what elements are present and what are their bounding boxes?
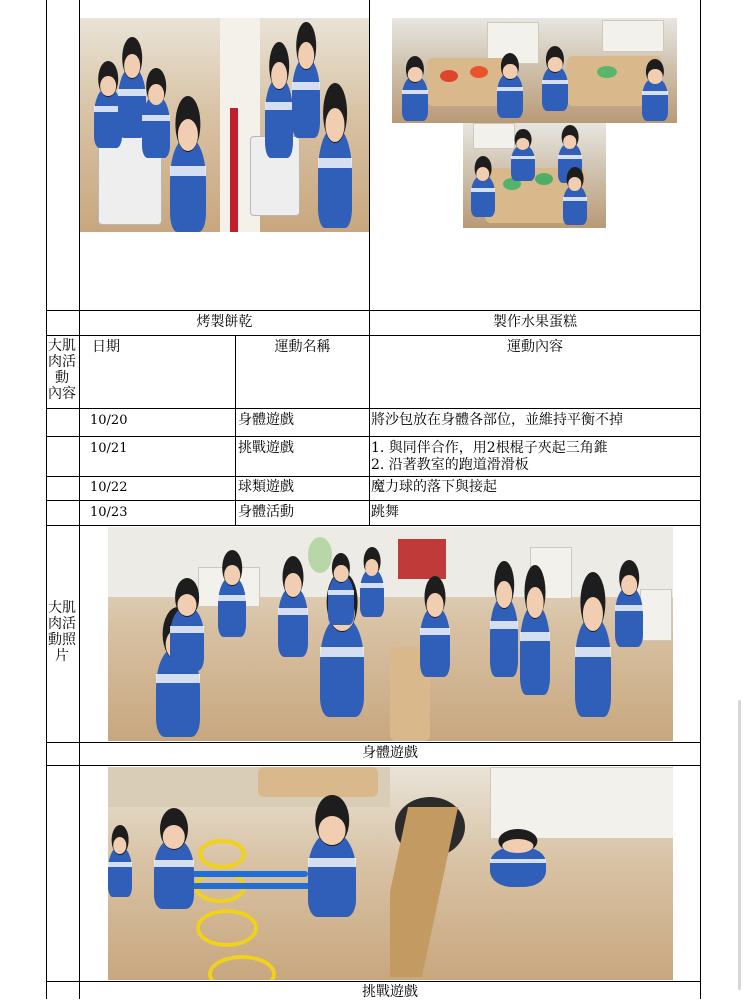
row-activity-name: 身體遊戲 (238, 412, 294, 428)
caption-baking-cookies: 烤製餅乾 (196, 314, 253, 330)
scrollbar[interactable] (738, 700, 741, 990)
row-activity-name: 挑戰遊戲 (238, 440, 294, 456)
photo-body-game-1 (108, 527, 390, 741)
table-rule (46, 981, 700, 982)
row-activity-name: 球類遊戲 (238, 479, 294, 495)
row-activity-content: 跳舞 (371, 504, 399, 520)
table-rule (46, 335, 700, 336)
caption-challenge-game: 挑戰遊戲 (362, 984, 418, 1000)
row-date: 10/20 (90, 413, 128, 428)
table-rule (46, 0, 47, 999)
row-activity-content: 魔力球的落下與接起 (371, 479, 497, 495)
header-activity-content: 運動內容 (507, 339, 563, 355)
header-activity-name: 運動名稱 (274, 339, 331, 355)
row-activity-content: 1. 與同伴合作，用2根棍子夾起三角錐 (371, 440, 608, 456)
photo-challenge-game-2 (390, 767, 673, 980)
table-rule (46, 310, 700, 311)
row-activity-content: 將沙包放在身體各部位，並維持平衡不掉 (371, 412, 623, 428)
header-date: 日期 (92, 339, 120, 355)
table-rule (46, 436, 700, 437)
table-rule (46, 765, 700, 766)
side-label-motor-photos: 大肌 肉活 動照 片 (48, 600, 76, 664)
table-rule (46, 742, 700, 743)
row-date: 10/23 (90, 505, 128, 520)
row-activity-content: 2. 沿著教室的跑道滑滑板 (371, 457, 529, 473)
table-rule (46, 476, 700, 477)
table-rule (46, 500, 700, 501)
row-date: 10/22 (90, 480, 128, 495)
row-activity-name: 身體活動 (238, 504, 294, 520)
table-rule (700, 0, 701, 999)
photo-baking-cookies (80, 18, 369, 232)
photo-body-game-2 (390, 527, 673, 741)
photo-fruit-cake-1 (392, 18, 677, 123)
side-label-motor-content: 大肌 肉活 動 內容 (48, 338, 76, 402)
photo-challenge-game-1 (108, 767, 390, 980)
table-rule (46, 525, 700, 526)
table-rule (369, 0, 370, 525)
table-rule (235, 335, 236, 525)
table-rule (46, 408, 700, 409)
caption-body-game: 身體遊戲 (362, 745, 418, 761)
photo-fruit-cake-2 (463, 123, 606, 228)
caption-fruit-cake: 製作水果蛋糕 (493, 314, 577, 330)
row-date: 10/21 (90, 441, 128, 456)
